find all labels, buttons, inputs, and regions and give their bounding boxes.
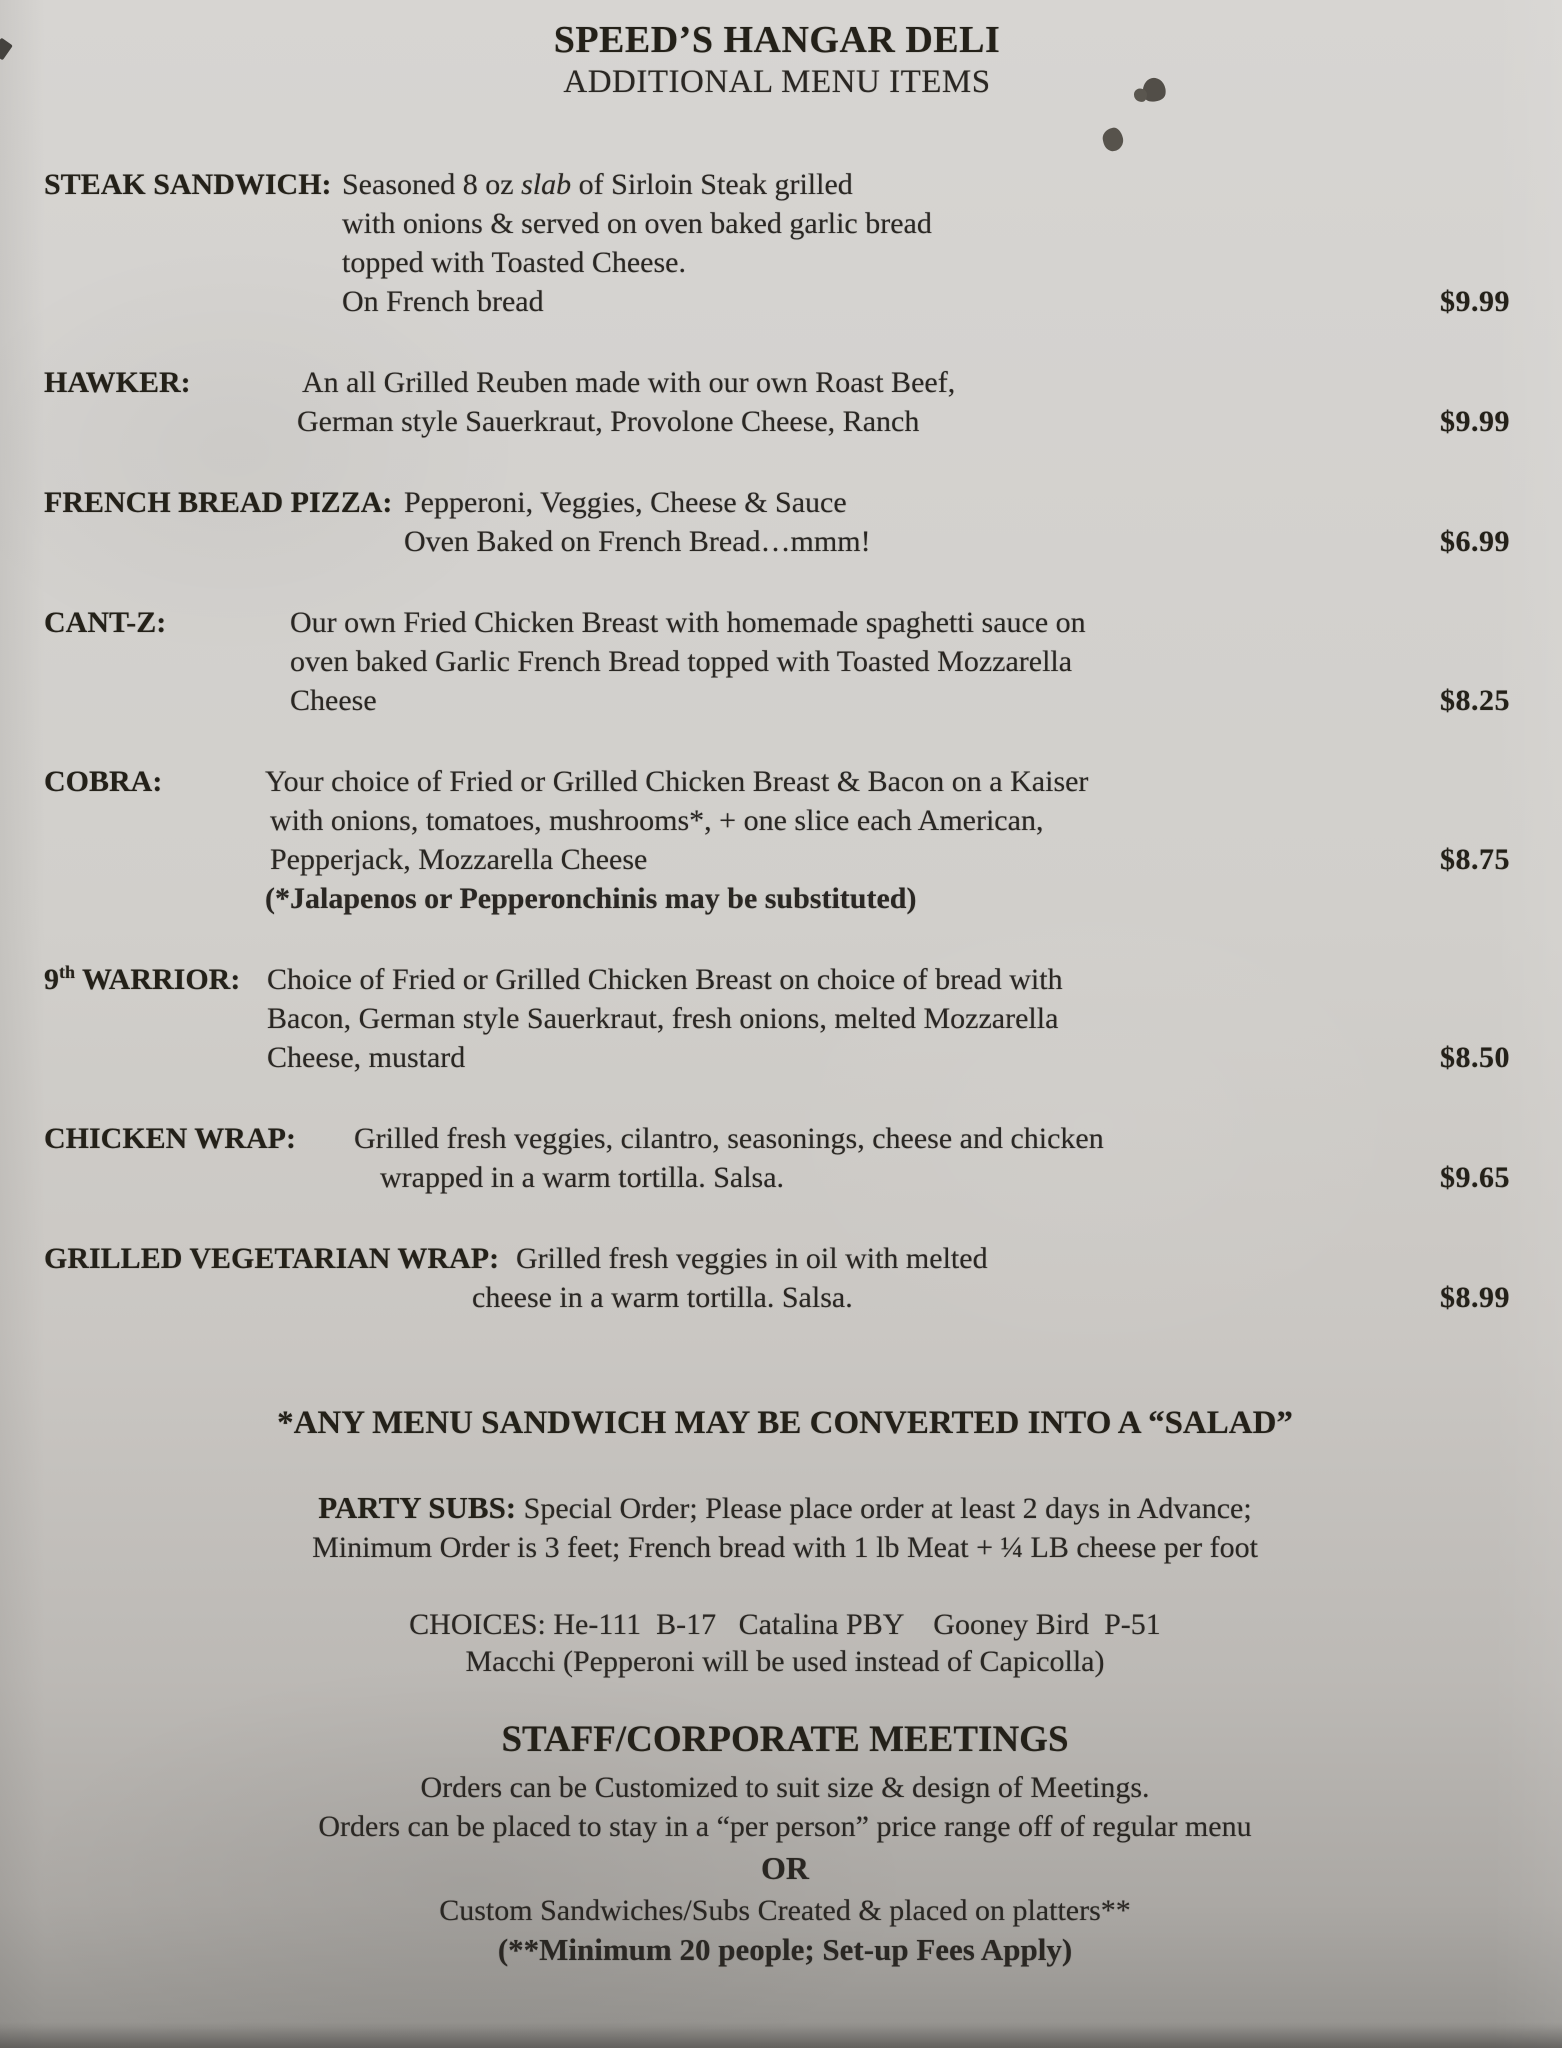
menu-item-line: [44, 282, 1510, 321]
party-subs-line: Minimum Order is 3 feet; French bread with 1 lb Meat + ¼ LB cheese per foot: [312, 1531, 1258, 1564]
menu-item-price: $8.25: [1440, 684, 1510, 717]
menu-item: [44, 762, 1510, 918]
menu-item-line: [44, 801, 1510, 840]
menu-item-line: [44, 603, 1510, 642]
menu-item-line: [44, 1038, 1510, 1077]
menu-item-desc: Seasoned 8 oz slab of Sirloin Steak grilled: [342, 168, 853, 201]
menu-item-line: [44, 960, 1510, 999]
menu-item-name: HAWKER:: [44, 366, 191, 399]
menu-item-desc: Cheese: [290, 684, 377, 717]
menu-item-desc: oven baked Garlic French Bread topped with Toasted Mozzarella: [290, 645, 1073, 678]
page-footer: [44, 1405, 1510, 1969]
menu-item-line: [44, 1239, 1510, 1278]
party-subs: [60, 1488, 1510, 1567]
page-title: SPEED’S HANGAR DELI: [553, 19, 1001, 61]
menu-item-line: [44, 483, 1510, 522]
photo-edge-shadow: [0, 2022, 1562, 2048]
menu-item-line: [44, 1278, 1510, 1317]
menu-item-line: [44, 243, 1510, 282]
menu-item-desc: On French bread: [342, 285, 544, 318]
menu-item-desc: Pepperoni, Veggies, Cheese & Sauce: [404, 486, 847, 519]
party-subs-choices: [60, 1606, 1510, 1680]
menu-item-line: [44, 165, 1510, 204]
meetings-heading: STAFF/CORPORATE MEETINGS: [501, 1719, 1069, 1760]
menu-item-price: $8.75: [1440, 843, 1510, 876]
menu-item-desc: German style Sauerkraut, Provolone Cheese, Ranch: [297, 405, 920, 438]
menu-item-desc: Choice of Fried or Grilled Chicken Breast on choice of bread with: [267, 963, 1063, 996]
menu-item-line: [44, 762, 1510, 801]
menu-item-line: [44, 1119, 1510, 1158]
menu-item-price: $8.99: [1440, 1281, 1510, 1314]
menu-item-name: 9th WARRIOR:: [44, 962, 241, 996]
meetings-line: Custom Sandwiches/Subs Created & placed on platters**: [439, 1894, 1131, 1927]
menu-item-price: $9.99: [1440, 285, 1510, 318]
party-subs-label: PARTY SUBS:: [318, 1490, 517, 1525]
menu-item-desc: topped with Toasted Cheese.: [342, 246, 686, 279]
meetings-line: (**Minimum 20 people; Set-up Fees Apply): [497, 1932, 1073, 1967]
menu-item-desc: with onions, tomatoes, mushrooms*, + one slice each American,: [270, 804, 1044, 837]
menu-item-line: [44, 204, 1510, 243]
menu-item-line: [44, 522, 1510, 561]
menu-item-name: GRILLED VEGETARIAN WRAP:: [44, 1242, 500, 1275]
staff-corporate-meetings: [60, 1720, 1510, 1969]
menu-item: [44, 1239, 1510, 1317]
menu-item-price: $9.65: [1440, 1161, 1510, 1194]
menu-item-desc: Cheese, mustard: [267, 1041, 466, 1074]
page-header: [44, 0, 1510, 101]
menu-items: [44, 165, 1510, 1317]
menu-item-price: $8.50: [1440, 1041, 1510, 1074]
menu-item: [44, 1119, 1510, 1197]
menu-item-name: CHICKEN WRAP:: [44, 1122, 296, 1155]
menu-item: [44, 363, 1510, 441]
menu-item-line: [44, 363, 1510, 402]
menu-item-line: [44, 681, 1510, 720]
menu-item-desc: Our own Fried Chicken Breast with homemade spaghetti sauce on: [290, 606, 1086, 639]
menu-item-line: [44, 402, 1510, 441]
menu-item-desc: An all Grilled Reuben made with our own Roast Beef,: [302, 366, 956, 399]
menu-item-line: [44, 642, 1510, 681]
page-subtitle: ADDITIONAL MENU ITEMS: [563, 64, 991, 100]
menu-item-line: [44, 1158, 1510, 1197]
menu-item-desc: with onions & served on oven baked garlic bread: [342, 207, 932, 240]
choices-line: Macchi (Pepperoni will be used instead of Capicolla): [465, 1645, 1105, 1678]
menu-item-desc: (*Jalapenos or Pepperonchinis may be substituted): [265, 882, 917, 915]
menu-item: [44, 960, 1510, 1077]
party-subs-line: [60, 1488, 1510, 1528]
menu-item-line: [44, 999, 1510, 1038]
menu-item-desc: Your choice of Fried or Grilled Chicken Breast & Bacon on a Kaiser: [265, 765, 1089, 798]
menu-item-note: [44, 879, 1510, 918]
meetings-or: OR: [761, 1850, 809, 1886]
meetings-line: Orders can be placed to stay in a “per person” price range off of regular menu: [318, 1810, 1252, 1843]
meetings-line: Orders can be Customized to suit size & design of Meetings.: [420, 1771, 1150, 1804]
menu-item-desc: Oven Baked on French Bread…mmm!: [404, 525, 871, 558]
party-subs-text: Special Order; Please place order at least 2 days in Advance;: [523, 1492, 1252, 1525]
menu-item-name: CANT-Z:: [44, 606, 167, 639]
menu-item: [44, 603, 1510, 720]
menu-item-desc: Grilled fresh veggies in oil with melted: [516, 1242, 988, 1275]
menu-item-desc: wrapped in a warm tortilla. Salsa.: [380, 1161, 785, 1194]
menu-item-price: $6.99: [1440, 525, 1510, 558]
menu-item-price: $9.99: [1440, 405, 1510, 438]
menu-item-desc: Pepperjack, Mozzarella Cheese: [270, 843, 648, 876]
menu-item-desc: cheese in a warm tortilla. Salsa.: [472, 1281, 853, 1314]
salad-note: *ANY MENU SANDWICH MAY BE CONVERTED INTO A “SALAD”: [277, 1405, 1293, 1441]
menu-item-line: [44, 840, 1510, 879]
menu-item-desc: Grilled fresh veggies, cilantro, seasonings, cheese and chicken: [354, 1122, 1104, 1155]
menu-item-name: FRENCH BREAD PIZZA:: [44, 486, 393, 519]
menu-item: [44, 483, 1510, 561]
choices-line: CHOICES: He-111 B-17 Catalina PBY Gooney Bird P-51: [409, 1608, 1161, 1641]
menu-item-name: STEAK SANDWICH:: [44, 168, 332, 201]
menu-item-desc: Bacon, German style Sauerkraut, fresh onions, melted Mozzarella: [267, 1002, 1059, 1035]
menu-item-name: COBRA:: [44, 765, 163, 798]
menu-item: [44, 165, 1510, 321]
